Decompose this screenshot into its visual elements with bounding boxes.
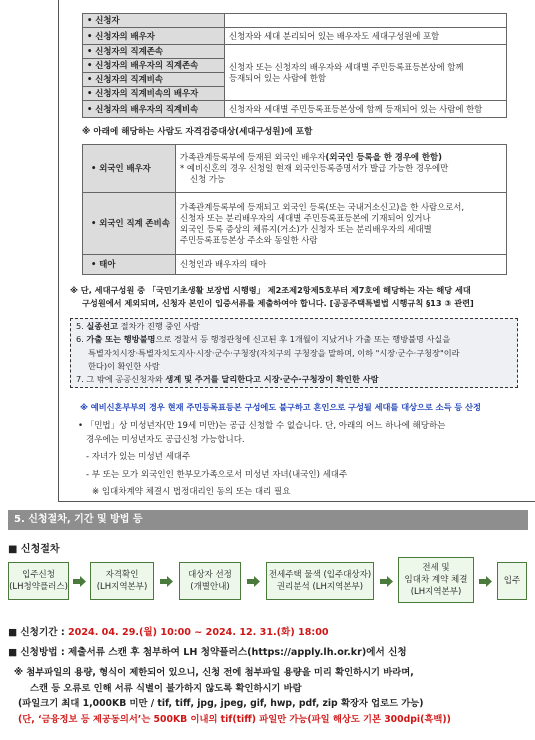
item-emph: 가출 또는 행방불명 bbox=[86, 334, 156, 345]
row-text-line: 가족관계등록부에 등재되고 외국인 등록(또는 국내거소신고)을 한 사람으로서, bbox=[180, 201, 465, 212]
step-qualification bbox=[90, 562, 154, 600]
note-line: (파일크기 최대 1,000KB 미만 / tif, tiff, jpg, jpeg, gif, hwp, pdf, zip 확장자 업로드 가능) bbox=[18, 698, 424, 709]
note-line: ※ 임대차계약 체결시 법정대리인 동의 또는 대리 필요 bbox=[92, 487, 291, 497]
note-exclude bbox=[70, 284, 530, 310]
note-line: - 부 또는 모가 외국인인 한부모가족으로서 미성년 자녀(내국인) 세대주 bbox=[86, 469, 348, 480]
row-text-emph: (외국인 등록을 한 경우에 한함) bbox=[325, 152, 442, 162]
note-line: - 자녀가 있는 미성년 세대주 bbox=[86, 452, 191, 462]
row-text-line: 외국인 등록 증상의 체류지(거소)가 신청자 또는 분리배우자의 세대별 bbox=[180, 223, 432, 234]
item-text: 특별자치시장·특별자치도지사·시장·군수·구청장(자치구의 구청장을 말하며, 이하 "시장·군수·구청장"이라 bbox=[88, 347, 460, 358]
item-text: 한다)이 확인한 사람 bbox=[88, 360, 160, 371]
application-period bbox=[8, 624, 329, 638]
step-label: 입주신청 bbox=[22, 570, 55, 580]
row-text-line: 등재되어 있는 사람에 한함 bbox=[229, 72, 326, 83]
step-selection bbox=[179, 562, 241, 600]
note-line: 구성원에서 제외되며, 신청자 본인이 입증서류를 제출하여야 합니다. [공공주택특별법 시행규칙 §13 ③ 관련] bbox=[82, 298, 474, 308]
step-label: 전세 및 bbox=[422, 563, 450, 573]
row-label: • 외국인 배우자 bbox=[83, 145, 176, 193]
arrow-right-icon bbox=[247, 576, 260, 587]
item-num: 6. bbox=[76, 334, 87, 345]
item-text: 절차가 진행 중인 사람 bbox=[118, 321, 200, 331]
row-text: 신청자와 세대 분리되어 있는 배우자도 세대구성원에 포함 bbox=[225, 28, 507, 45]
foreign-member-table bbox=[82, 144, 507, 275]
note-line: ※ 첨부파일의 용량, 형식이 제한되어 있으니, 신청 전에 첨부파일 용량을 미리 확인하시기 바라며, bbox=[14, 667, 414, 678]
item-emph: 실종선고 bbox=[86, 321, 119, 331]
row-text-line: * 예비신혼의 경우 신청일 현재 외국인등록증명서가 발급 가능한 경우에만 bbox=[180, 163, 449, 173]
step-house-search bbox=[266, 562, 374, 600]
step-label: 임대차 계약 체결 bbox=[404, 575, 468, 585]
row-label: • 태아 bbox=[83, 255, 176, 275]
note-line: (단, ‘금융정보 등 제공동의서’는 500KB 이내의 tif(tiff) 파일만 가능(파일 해상도 기본 300dpi(흑백)) bbox=[18, 713, 451, 725]
arrow-right-icon bbox=[73, 576, 86, 587]
section-title: 5. 신청절차, 기간 및 방법 등 bbox=[8, 510, 528, 530]
row-text-line: 주민등록표등본상 주소와 동일한 사람 bbox=[180, 234, 318, 245]
note-line: 경우에는 미성년자도 공급신청 가능합니다. bbox=[86, 434, 245, 445]
item-num: 5. bbox=[76, 321, 87, 331]
arrow-right-icon bbox=[479, 576, 492, 587]
step-sub: 권리분석 (LH지역본부) bbox=[276, 582, 364, 592]
note-additional: ※ 아래에 해당하는 사람도 자격검증대상(세대구성원)에 포함 bbox=[82, 127, 313, 137]
period-value: 2024. 04. 29.(월) 10:00 ~ 2024. 12. 31.(화) 18:00 bbox=[68, 627, 329, 638]
attachment-note bbox=[14, 665, 529, 727]
step-sub: (개별안내) bbox=[190, 582, 230, 592]
item-emph: 생계 및 주거를 달리한다고 시장·군수·구청장이 확인한 사람 bbox=[165, 374, 379, 385]
application-method: ■ 신청방법 : 제출서류 스캔 후 첨부하여 LH 청약플러스(https://apply.lh.or.kr)에서 신청 bbox=[8, 647, 407, 658]
row-text bbox=[176, 145, 507, 193]
step-apply bbox=[8, 562, 69, 600]
step-label: 대상자 선정 bbox=[188, 570, 232, 580]
arrow-right-icon bbox=[160, 576, 173, 587]
row-label: • 신청자의 직계존속 bbox=[83, 45, 225, 59]
step-label: 자격확인 bbox=[105, 570, 139, 580]
step-contract bbox=[398, 557, 474, 603]
row-text-line: 가족관계등록부에 등재된 외국인 배우자 bbox=[180, 152, 326, 162]
row-text-line: 신청자 또는 분리배우자의 세대별 주민등록표등본에 기재되어 있거나 bbox=[180, 212, 431, 223]
row-label: • 신청자의 직계비속의 배우자 bbox=[83, 87, 225, 101]
row-label: • 신청자의 배우자 bbox=[83, 28, 225, 45]
procedure-heading: ■ 신청절차 bbox=[8, 544, 60, 555]
row-text: 신청인과 배우자의 태아 bbox=[176, 255, 507, 275]
blue-note: ※ 예비신혼부부의 경우 현재 주민등록표등본 구성에도 불구하고 혼인으로 구성될 세대를 대상으로 소득 등 산정 bbox=[80, 402, 481, 412]
step-move-in bbox=[497, 562, 527, 600]
item-text: 으로 경찰서 등 행정관청에 신고된 후 1개월이 지났거나 가출 또는 행방불명 사실을 bbox=[155, 334, 451, 345]
row-text-line: 신청자 또는 신청자의 배우자와 세대별 주민등록표등본상에 함께 bbox=[229, 61, 464, 72]
row-label: • 외국인 직계 존비속 bbox=[83, 193, 176, 255]
household-member-table bbox=[82, 13, 507, 118]
exclusion-criteria-text bbox=[76, 320, 516, 386]
row-label: • 신청자의 배우자의 직계비속 bbox=[83, 101, 225, 118]
row-label: • 신청자의 배우자의 직계존속 bbox=[83, 59, 225, 73]
step-label: 입주 bbox=[503, 576, 521, 586]
step-label: 전세주택 물색 (입주대상자) bbox=[268, 570, 372, 580]
note-line: • 「민법」상 미성년자(만 19세 미만)는 공급 신청할 수 없습니다. 단, 아래의 어느 하나에 해당하는 bbox=[78, 421, 446, 431]
row-label: • 신청자 bbox=[83, 14, 225, 28]
row-text: 신청자와 세대별 주민등록표등본상에 함께 등재되어 있는 사람에 한함 bbox=[225, 101, 507, 118]
row-text bbox=[176, 193, 507, 255]
row-text bbox=[225, 45, 507, 101]
step-sub: (LH지역본부) bbox=[410, 587, 462, 597]
step-sub: (LH청약플러스) bbox=[9, 582, 68, 592]
row-text bbox=[225, 14, 507, 28]
minor-applicant-note bbox=[78, 420, 518, 500]
period-label: ■ 신청기간 : bbox=[8, 627, 68, 638]
arrow-right-icon bbox=[380, 576, 393, 587]
note-line: 스캔 등 오류로 인해 서류 식별이 불가하지 않도록 확인하시기 바람 bbox=[30, 682, 302, 694]
step-sub: (LH지역본부) bbox=[96, 582, 148, 592]
row-label: • 신청자의 직계비속 bbox=[83, 73, 225, 87]
item-text: 7. 그 밖에 공공신청자와 bbox=[76, 374, 166, 385]
note-line: ※ 단, 세대구성원 중 「국민기초생활 보장법 시행령」 제2조제2항제5호부터 제7호에 해당하는 자는 해당 세대 bbox=[70, 285, 471, 295]
row-text-line: 신청 가능 bbox=[190, 174, 226, 184]
